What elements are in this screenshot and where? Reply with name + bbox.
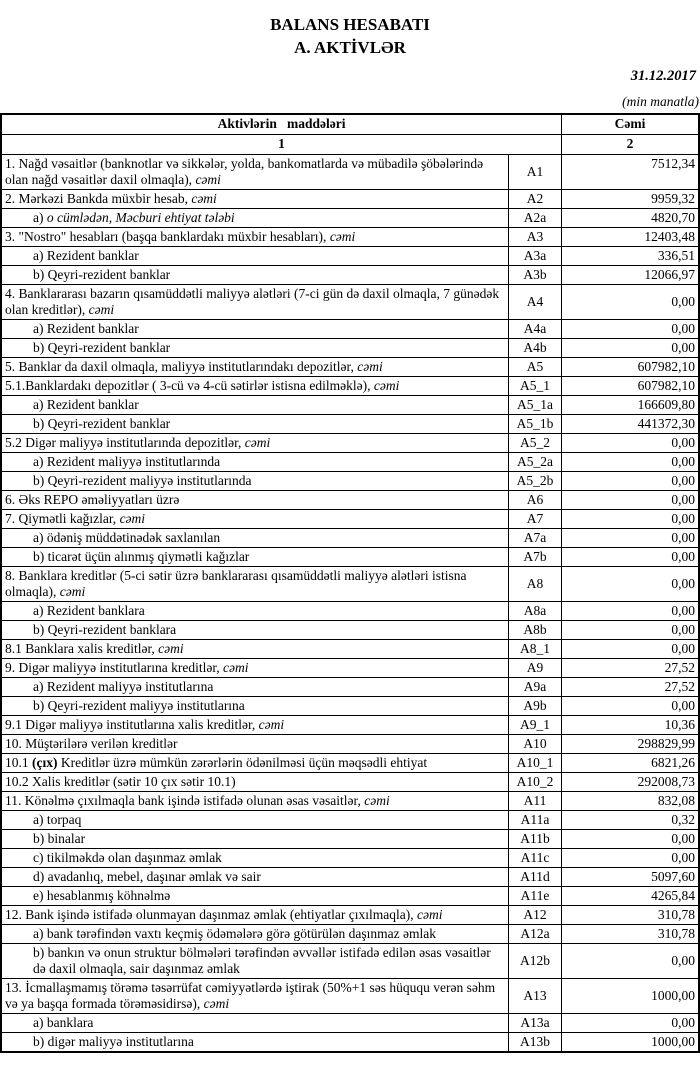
item-value-cell: 0,00: [562, 433, 699, 452]
item-code-cell: A4b: [508, 338, 561, 357]
item-label-cell: 1. Nağd vəsaitlər (banknotlar və sikkələr, yolda, bankomatlarda və mübadilə şöbələrində olan nağd vəsaitlər daxil olmaqla), cəmi: [1, 154, 508, 189]
item-value-cell: 12066,97: [562, 265, 699, 284]
table-row: [1, 154, 699, 189]
item-code-cell: A10_1: [508, 753, 561, 772]
table-row: [1, 357, 699, 376]
item-value-cell: 0,00: [562, 848, 699, 867]
item-value-cell: 6821,26: [562, 753, 699, 772]
item-code-cell: A5_1: [508, 376, 561, 395]
table-row: [1, 978, 699, 1013]
item-label-cell: a) Rezident banklar: [1, 319, 508, 338]
item-code-cell: A11a: [508, 810, 561, 829]
assets-table-header: [1, 114, 699, 154]
item-value-cell: 0,00: [562, 284, 699, 319]
table-row: [1, 284, 699, 319]
item-label-cell: b) Qeyri-rezident banklar: [1, 414, 508, 433]
item-code-cell: A9_1: [508, 715, 561, 734]
item-value-cell: 336,51: [562, 246, 699, 265]
item-code-cell: A9a: [508, 677, 561, 696]
item-value-cell: 310,78: [562, 924, 699, 943]
table-row: [1, 924, 699, 943]
item-label-cell: 11. Könəlmə çıxılmaqla bank işində istifadə olunan əsas vəsaitlər, cəmi: [1, 791, 508, 810]
table-row: [1, 886, 699, 905]
item-code-cell: A12b: [508, 943, 561, 978]
item-code-cell: A11: [508, 791, 561, 810]
item-value-cell: 441372,30: [562, 414, 699, 433]
item-label-cell: a) Rezident banklar: [1, 395, 508, 414]
item-code-cell: A11e: [508, 886, 561, 905]
item-code-cell: A10: [508, 734, 561, 753]
header-items-colnum: 1: [1, 134, 562, 154]
item-code-cell: A5_2a: [508, 452, 561, 471]
table-row: [1, 620, 699, 639]
item-label-cell: a) Rezident banklara: [1, 601, 508, 620]
item-value-cell: 27,52: [562, 677, 699, 696]
item-code-cell: A7: [508, 509, 561, 528]
item-value-cell: 0,00: [562, 696, 699, 715]
item-label-cell: 9.1 Digər maliyyə institutlarına xalis kreditlər, cəmi: [1, 715, 508, 734]
item-value-cell: 5097,60: [562, 867, 699, 886]
table-row: [1, 471, 699, 490]
item-value-cell: 0,00: [562, 509, 699, 528]
item-code-cell: A9b: [508, 696, 561, 715]
item-value-cell: 0,00: [562, 943, 699, 978]
table-row: [1, 208, 699, 227]
item-code-cell: A9: [508, 658, 561, 677]
table-row: [1, 734, 699, 753]
item-label-cell: 2. Mərkəzi Bankda müxbir hesab, cəmi: [1, 189, 508, 208]
page-title-line2: A. AKTİVLƏR: [294, 38, 406, 57]
assets-table-body: [1, 154, 699, 1052]
item-code-cell: A5_2: [508, 433, 561, 452]
table-row: [1, 810, 699, 829]
table-row: [1, 829, 699, 848]
item-code-cell: A3b: [508, 265, 561, 284]
table-row: [1, 547, 699, 566]
table-row: [1, 905, 699, 924]
item-value-cell: 4820,70: [562, 208, 699, 227]
item-label-cell: d) avadanlıq, mebel, daşınar əmlak və sair: [1, 867, 508, 886]
table-row: [1, 566, 699, 601]
table-row: [1, 943, 699, 978]
item-value-cell: 0,00: [562, 1013, 699, 1032]
item-label-cell: 10.1 (çıx) Kreditlər üzrə mümkün zərərlərin ödənilməsi üçün məqsədli ehtiyat: [1, 753, 508, 772]
item-code-cell: A5_2b: [508, 471, 561, 490]
table-row: [1, 791, 699, 810]
item-label-cell: 7. Qiymətli kağızlar, cəmi: [1, 509, 508, 528]
item-code-cell: A13: [508, 978, 561, 1013]
item-label-cell: a) ödəniş müddətinədək saxlanılan: [1, 528, 508, 547]
item-code-cell: A8: [508, 566, 561, 601]
table-row: [1, 490, 699, 509]
item-code-cell: A2a: [508, 208, 561, 227]
item-value-cell: 9959,32: [562, 189, 699, 208]
item-value-cell: 7512,34: [562, 154, 699, 189]
item-value-cell: 0,00: [562, 620, 699, 639]
item-value-cell: 0,00: [562, 528, 699, 547]
item-label-cell: 9. Digər maliyyə institutlarına kreditlər, cəmi: [1, 658, 508, 677]
item-code-cell: A6: [508, 490, 561, 509]
item-label-cell: c) tikilməkdə olan daşınmaz əmlak: [1, 848, 508, 867]
table-row: [1, 696, 699, 715]
item-code-cell: A11b: [508, 829, 561, 848]
table-row: [1, 509, 699, 528]
table-row: [1, 433, 699, 452]
item-label-cell: b) Qeyri-rezident maliyyə institutlarına: [1, 696, 508, 715]
item-label-cell: b) binalar: [1, 829, 508, 848]
item-label-cell: 4. Banklararası bazarın qısamüddətli maliyyə alətləri (7-ci gün də daxil olmaqla, 7 günədək olan kreditlər), cəmi: [1, 284, 508, 319]
table-row: [1, 338, 699, 357]
header-total-cell: Cəmi: [562, 114, 699, 134]
item-code-cell: A8a: [508, 601, 561, 620]
item-label-cell: b) Qeyri-rezident banklara: [1, 620, 508, 639]
unit-note: (min manatla): [622, 94, 699, 109]
item-label-cell: 13. İcmallaşmamış törəmə təsərrüfat cəmiyyətlərdə iştirak (50%+1 səs hüququ verən səhm və ya başqa formada törəməsidirsə), cəmi: [1, 978, 508, 1013]
item-value-cell: 4265,84: [562, 886, 699, 905]
item-code-cell: A13b: [508, 1032, 561, 1052]
item-value-cell: 1000,00: [562, 978, 699, 1013]
table-row: [1, 376, 699, 395]
table-row: [1, 753, 699, 772]
item-value-cell: 0,00: [562, 490, 699, 509]
item-label-cell: b) ticarət üçün alınmış qiymətli kağızlar: [1, 547, 508, 566]
item-code-cell: A3: [508, 227, 561, 246]
item-value-cell: 10,36: [562, 715, 699, 734]
table-row: [1, 1032, 699, 1052]
item-value-cell: 166609,80: [562, 395, 699, 414]
item-label-cell: b) digər maliyyə institutlarına: [1, 1032, 508, 1052]
table-row: [1, 227, 699, 246]
item-code-cell: A4a: [508, 319, 561, 338]
table-row: [1, 414, 699, 433]
table-row: [1, 677, 699, 696]
item-label-cell: 8.1 Banklara xalis kreditlər, cəmi: [1, 639, 508, 658]
item-label-cell: a) torpaq: [1, 810, 508, 829]
item-value-cell: 607982,10: [562, 357, 699, 376]
item-value-cell: 0,00: [562, 319, 699, 338]
item-value-cell: 27,52: [562, 658, 699, 677]
item-value-cell: 0,00: [562, 601, 699, 620]
item-code-cell: A7b: [508, 547, 561, 566]
table-row: [1, 639, 699, 658]
item-value-cell: 0,32: [562, 810, 699, 829]
table-row: [1, 246, 699, 265]
item-label-cell: b) bankın və onun struktur bölmələri tərəfindən əvvəllər istifadə edilən əsas vəsaitlər də daxil olmaqla, sair daşınmaz əmlak: [1, 943, 508, 978]
table-row: [1, 658, 699, 677]
item-label-cell: a) banklara: [1, 1013, 508, 1032]
item-label-cell: b) Qeyri-rezident maliyyə institutlarında: [1, 471, 508, 490]
item-code-cell: A5: [508, 357, 561, 376]
page-title: [0, 0, 700, 59]
item-value-cell: 310,78: [562, 905, 699, 924]
item-label-cell: a) Rezident maliyyə institutlarında: [1, 452, 508, 471]
header-row-numbers: [1, 134, 699, 154]
item-label-cell: 10.2 Xalis kreditlər (sətir 10 çıx sətir 10.1): [1, 772, 508, 791]
item-value-cell: 12403,48: [562, 227, 699, 246]
item-code-cell: A5_1a: [508, 395, 561, 414]
assets-table: [0, 113, 700, 1053]
item-label-cell: b) Qeyri-rezident banklar: [1, 265, 508, 284]
table-row: [1, 715, 699, 734]
item-code-cell: A5_1b: [508, 414, 561, 433]
item-code-cell: A12a: [508, 924, 561, 943]
item-label-cell: a) o cümlədən, Məcburi ehtiyat tələbi: [1, 208, 508, 227]
item-value-cell: 607982,10: [562, 376, 699, 395]
table-row: [1, 189, 699, 208]
item-code-cell: A4: [508, 284, 561, 319]
item-code-cell: A11c: [508, 848, 561, 867]
header-items-cell: Aktivlərin maddələri: [1, 114, 562, 134]
table-row: [1, 395, 699, 414]
item-code-cell: A2: [508, 189, 561, 208]
table-row: [1, 528, 699, 547]
item-code-cell: A12: [508, 905, 561, 924]
item-label-cell: 5.1.Banklardakı depozitlər ( 3-cü və 4-cü sətirlər istisna edilməklə), cəmi: [1, 376, 508, 395]
item-value-cell: 0,00: [562, 471, 699, 490]
item-label-cell: 10. Müştərilərə verilən kreditlər: [1, 734, 508, 753]
item-label-cell: 5.2 Digər maliyyə institutlarında depozitlər, cəmi: [1, 433, 508, 452]
item-label-cell: 8. Banklara kreditlər (5-ci sətir üzrə banklararası qısamüddətli maliyyə alətləri istisna olmaqla), cəmi: [1, 566, 508, 601]
item-label-cell: e) hesablanmış köhnəlmə: [1, 886, 508, 905]
item-code-cell: A8b: [508, 620, 561, 639]
header-total-colnum: 2: [562, 134, 699, 154]
item-code-cell: A8_1: [508, 639, 561, 658]
item-label-cell: 12. Bank işində istifadə olunmayan daşınmaz əmlak (ehtiyatlar çıxılmaqla), cəmi: [1, 905, 508, 924]
item-code-cell: A7a: [508, 528, 561, 547]
item-label-cell: 6. Əks REPO əməliyyatları üzrə: [1, 490, 508, 509]
table-row: [1, 772, 699, 791]
table-row: [1, 319, 699, 338]
item-label-cell: 3. "Nostro" hesabları (başqa banklardakı müxbir hesabları), cəmi: [1, 227, 508, 246]
table-row: [1, 452, 699, 471]
item-label-cell: a) Rezident maliyyə institutlarına: [1, 677, 508, 696]
item-value-cell: 298829,99: [562, 734, 699, 753]
item-label-cell: b) Qeyri-rezident banklar: [1, 338, 508, 357]
item-value-cell: 0,00: [562, 338, 699, 357]
item-value-cell: 0,00: [562, 829, 699, 848]
table-row: [1, 601, 699, 620]
item-value-cell: 1000,00: [562, 1032, 699, 1052]
table-row: [1, 1013, 699, 1032]
item-code-cell: A13a: [508, 1013, 561, 1032]
item-label-cell: a) bank tərəfindən vaxtı keçmiş ödəmələrə görə götürülən daşınmaz əmlak: [1, 924, 508, 943]
item-value-cell: 832,08: [562, 791, 699, 810]
item-code-cell: A10_2: [508, 772, 561, 791]
table-row: [1, 848, 699, 867]
table-row: [1, 867, 699, 886]
item-value-cell: 0,00: [562, 639, 699, 658]
item-label-cell: 5. Banklar da daxil olmaqla, maliyyə institutlarındakı depozitlər, cəmi: [1, 357, 508, 376]
table-row: [1, 265, 699, 284]
page-title-line1: BALANS HESABATI: [270, 15, 430, 34]
item-code-cell: A1: [508, 154, 561, 189]
item-value-cell: 292008,73: [562, 772, 699, 791]
header-row-labels: [1, 114, 699, 134]
item-value-cell: 0,00: [562, 452, 699, 471]
item-value-cell: 0,00: [562, 566, 699, 601]
item-code-cell: A11d: [508, 867, 561, 886]
report-date: 31.12.2017: [630, 68, 696, 84]
item-code-cell: A3a: [508, 246, 561, 265]
item-label-cell: a) Rezident banklar: [1, 246, 508, 265]
item-value-cell: 0,00: [562, 547, 699, 566]
